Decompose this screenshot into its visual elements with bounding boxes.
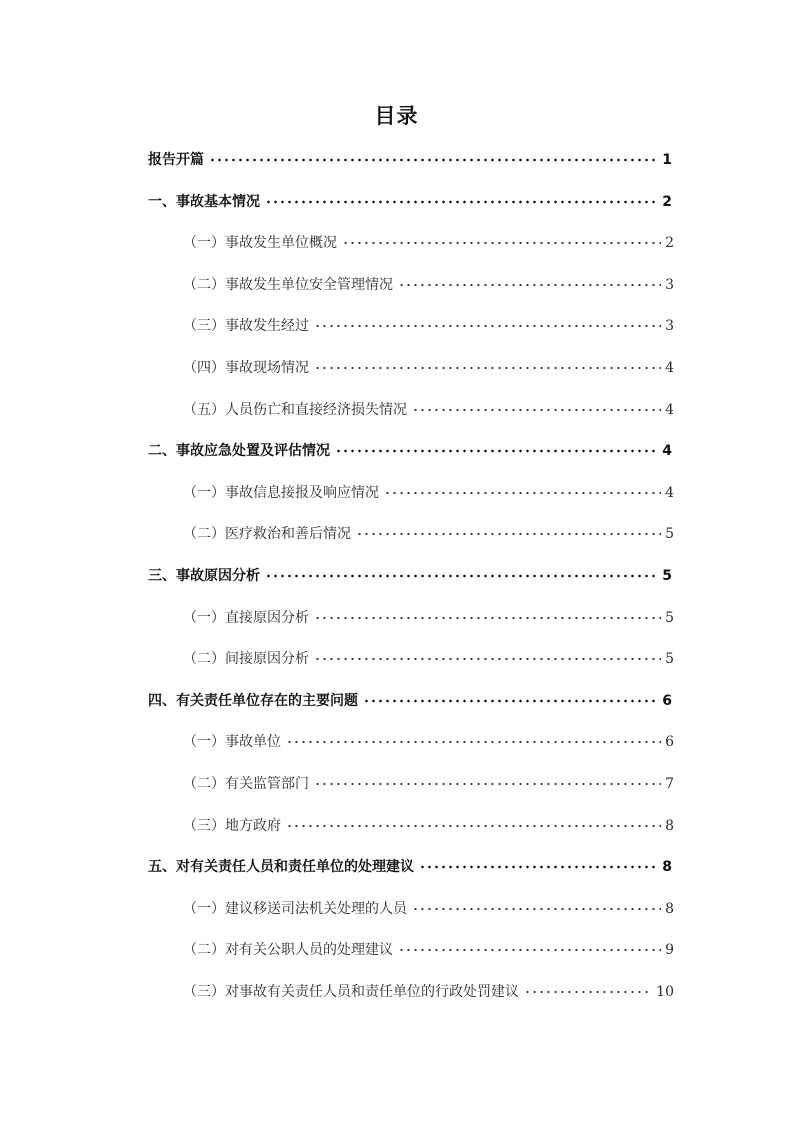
toc-entry-label: （三）事故发生经过 [183, 318, 309, 335]
toc-dot-leader [314, 782, 661, 786]
toc-page-number: 3 [665, 318, 674, 335]
toc-dot-leader [314, 616, 661, 620]
toc-page-number: 4 [665, 401, 674, 418]
toc-entry-label: （一）建议移送司法机关处理的人员 [183, 900, 407, 917]
toc-page-number: 8 [665, 900, 674, 917]
toc-entry-label: 四、有关责任单位存在的主要问题 [148, 692, 358, 709]
toc-title: 目录 [374, 104, 419, 128]
toc-subsection-entry[interactable] [183, 480, 674, 506]
toc-page-number: 6 [665, 734, 674, 751]
toc-page-number: 1 [662, 152, 672, 168]
toc-entry-label: （一）事故发生单位概况 [183, 235, 337, 252]
toc-subsection-entry[interactable] [183, 272, 674, 298]
toc-page-number: 2 [662, 193, 672, 210]
toc-entry-label: （一）事故信息接报及响应情况 [183, 484, 379, 501]
toc-entry-label: （二）事故发生单位安全管理情况 [183, 276, 393, 293]
toc-dot-leader [398, 283, 661, 287]
toc-dot-leader [314, 324, 661, 328]
toc-page-number: 2 [665, 235, 674, 252]
toc-subsection-entry[interactable] [183, 979, 674, 1005]
toc-dot-leader [412, 907, 661, 911]
toc-subsection-entry[interactable] [183, 605, 674, 631]
toc-subsection-entry[interactable] [183, 397, 674, 423]
toc-subsection-entry[interactable] [183, 896, 674, 922]
toc-page-number: 5 [662, 568, 672, 584]
toc-dot-leader [384, 491, 661, 495]
toc-page-number: 4 [662, 443, 672, 460]
toc-subsection-entry[interactable] [183, 521, 674, 547]
toc-dot-leader [398, 948, 661, 952]
toc-page-number: 8 [665, 817, 674, 834]
toc-dot-leader [363, 699, 658, 703]
toc-entry-label: （二）医疗救治和善后情况 [183, 526, 351, 543]
toc-dot-leader [265, 200, 658, 204]
toc-dot-leader [419, 865, 658, 869]
toc-dot-leader [524, 990, 652, 994]
toc-dot-leader [342, 241, 661, 245]
toc-entry-label: 五、对有关责任人员和责任单位的处理建议 [148, 859, 414, 876]
toc-entry-label: （二）有关监管部门 [183, 776, 309, 792]
toc-page-number: 9 [665, 942, 674, 959]
toc-section-entry[interactable] [148, 688, 672, 714]
toc-entry-label: 二、事故应急处置及评估情况 [148, 443, 330, 460]
toc-dot-leader [335, 449, 658, 453]
toc-entry-label: （二）间接原因分析 [183, 651, 309, 668]
toc-subsection-entry[interactable] [183, 771, 674, 797]
toc-dot-leader [286, 824, 661, 828]
toc-dot-leader [265, 574, 658, 578]
toc-subsection-entry[interactable] [183, 729, 674, 755]
toc-dot-leader [314, 657, 661, 661]
toc-page-number: 10 [656, 984, 674, 1000]
toc-entry-label: 一、事故基本情况 [148, 193, 260, 210]
toc-page-number: 6 [662, 692, 672, 709]
toc-section-entry[interactable] [148, 854, 672, 880]
toc-entry-label: （四）事故现场情况 [183, 360, 309, 376]
toc-entry-label: 三、事故原因分析 [148, 568, 260, 584]
toc-dot-leader [286, 740, 661, 744]
toc-section-entry[interactable] [148, 438, 672, 464]
toc-dot-leader [356, 532, 661, 536]
toc-dot-leader [209, 158, 658, 162]
toc-entry-label: 报告开篇 [148, 152, 204, 168]
toc-section-entry[interactable] [148, 563, 672, 589]
toc-page-number: 8 [662, 859, 672, 876]
toc-page-number: 5 [665, 526, 674, 543]
toc-page-number: 7 [665, 776, 674, 792]
toc-subsection-entry[interactable] [183, 355, 674, 381]
toc-entry-label: （五）人员伤亡和直接经济损失情况 [183, 401, 407, 418]
toc-dot-leader [314, 366, 661, 370]
toc-subsection-entry[interactable] [183, 230, 674, 256]
toc-dot-leader [412, 408, 661, 412]
toc-entry-label: （三）对事故有关责任人员和责任单位的行政处罚建议 [183, 984, 519, 1000]
toc-subsection-entry[interactable] [183, 646, 674, 672]
toc-subsection-entry[interactable] [183, 313, 674, 339]
toc-page-number: 3 [665, 276, 674, 293]
toc-entry-label: （二）对有关公职人员的处理建议 [183, 942, 393, 959]
toc-entry-label: （一）事故单位 [183, 734, 281, 751]
toc-subsection-entry[interactable] [183, 813, 674, 839]
toc-page-number: 5 [665, 609, 674, 626]
toc-page-number: 5 [665, 651, 674, 668]
toc-page-number: 4 [665, 360, 674, 376]
toc-section-entry[interactable] [148, 189, 672, 215]
toc-entry-label: （三）地方政府 [183, 817, 281, 834]
toc-section-entry[interactable] [148, 147, 672, 173]
toc-entry-label: （一）直接原因分析 [183, 609, 309, 626]
toc-page-number: 4 [665, 484, 674, 501]
toc-subsection-entry[interactable] [183, 937, 674, 963]
